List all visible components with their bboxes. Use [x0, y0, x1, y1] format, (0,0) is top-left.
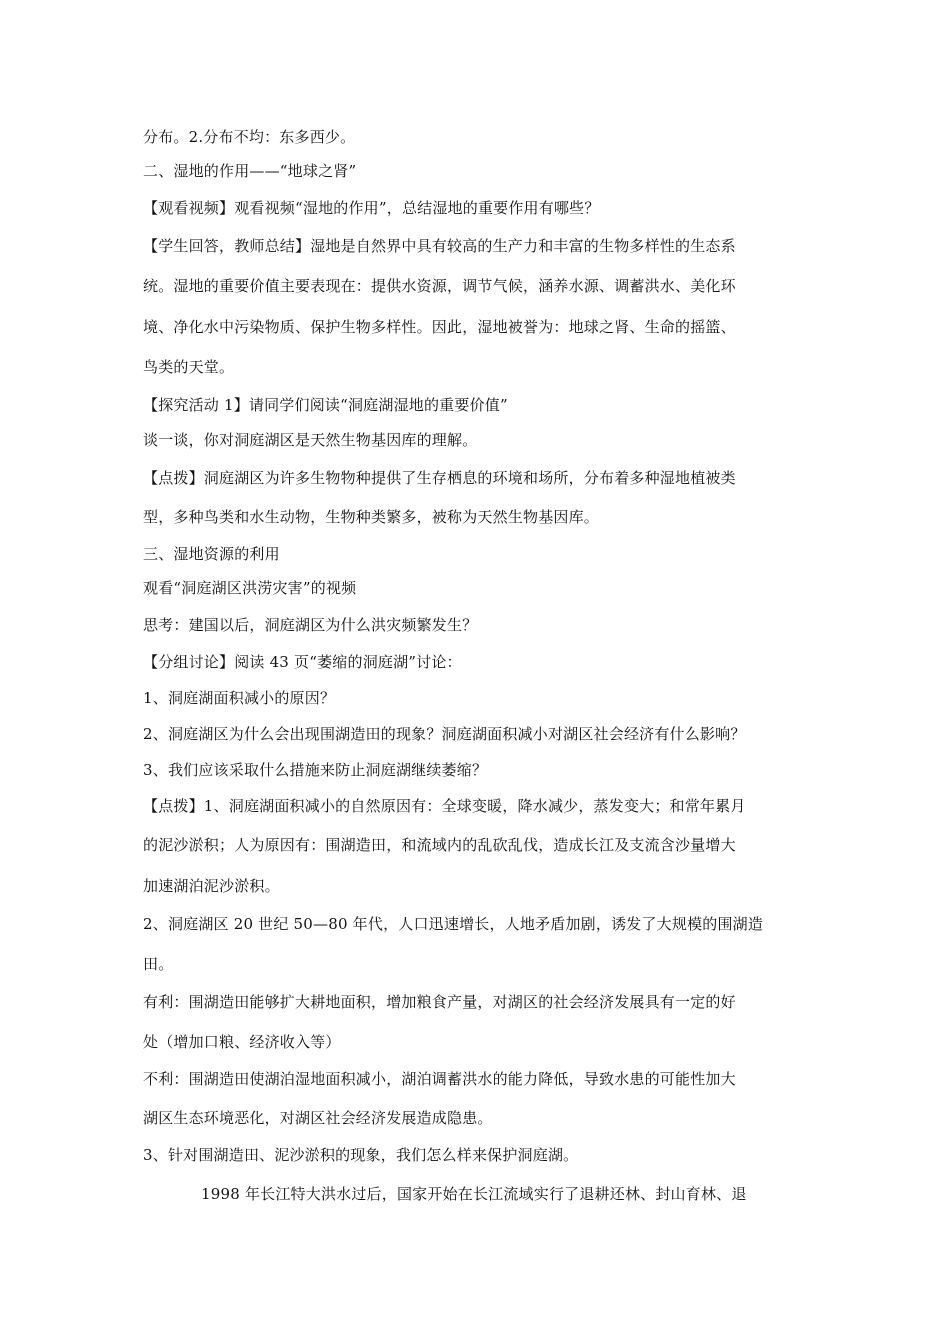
text-line: 统。湿地的重要价值主要表现在：提供水资源，调节气候，涵养水源、调蓄洪水、美化环	[143, 277, 736, 295]
text-line: 处（增加口粮、经济收入等）	[143, 1033, 341, 1051]
text-line: 境、净化水中污染物质、保护生物多样性。因此，湿地被誉为：地球之肾、生命的摇篮、	[143, 318, 736, 336]
text-line: 思考：建国以后，洞庭湖区为什么洪灾频繁发生？	[143, 616, 478, 634]
text-line: 【探究活动 1】请同学们阅读“洞庭湖湿地的重要价值”	[143, 396, 508, 414]
text-line: 3、针对围湖造田、泥沙淤积的现象，我们怎么样来保护洞庭湖。	[143, 1146, 579, 1164]
text-line: 观看“洞庭湖区洪涝灾害”的视频	[143, 579, 357, 597]
text-line: 加速湖泊泥沙淤积。	[143, 877, 280, 895]
text-line: 2、洞庭湖区 20 世纪 50—80 年代，人口迅速增长，人地矛盾加剧，诱发了大规模的围湖造	[143, 915, 764, 933]
text-line: 3、我们应该采取什么措施来防止洞庭湖继续萎缩？	[143, 761, 488, 779]
text-line: 1、洞庭湖面积减小的原因？	[143, 689, 336, 707]
text-line: 分布。2.分布不均：东多西少。	[143, 128, 356, 146]
section-heading: 二、湿地的作用——“地球之肾”	[143, 162, 357, 180]
text-line: 型，多种鸟类和水生动物，生物种类繁多，被称为天然生物基因库。	[143, 508, 600, 526]
text-line: 鸟类的天堂。	[143, 358, 235, 376]
text-line: 【点拨】1、洞庭湖面积减小的自然原因有：全球变暖，降水减少，蒸发变大；和常年累月	[143, 797, 746, 815]
text-line: 的泥沙淤积；人为原因有：围湖造田，和流域内的乱砍乱伐，造成长江及支流含沙量增大	[143, 836, 736, 854]
text-line: 有利：围湖造田能够扩大耕地面积，增加粮食产量，对湖区的社会经济发展具有一定的好	[143, 993, 736, 1011]
text-line: 【分组讨论】阅读 43 页“萎缩的洞庭湖”讨论：	[143, 653, 462, 671]
text-line: 不利：围湖造田使湖泊湿地面积减小，湖泊调蓄洪水的能力降低，导致水患的可能性加大	[143, 1070, 736, 1088]
text-line: 湖区生态环境恶化，对湖区社会经济发展造成隐患。	[143, 1109, 493, 1127]
text-line: 1998 年长江特大洪水过后，国家开始在长江流域实行了退耕还林、封山育林、退	[201, 1185, 747, 1203]
text-line: 谈一谈，你对洞庭湖区是天然生物基因库的理解。	[143, 431, 478, 449]
text-line: 【点拨】洞庭湖区为许多生物物种提供了生存栖息的环境和场所，分布着多种湿地植被类	[143, 469, 736, 487]
text-line: 2、洞庭湖区为什么会出现围湖造田的现象？洞庭湖面积减小对湖区社会经济有什么影响？	[143, 725, 746, 743]
text-line: 【观看视频】观看视频“湿地的作用”，总结湿地的重要作用有哪些？	[143, 199, 600, 217]
text-line: 田。	[143, 955, 174, 973]
text-line: 【学生回答，教师总结】湿地是自然界中具有较高的生产力和丰富的生物多样性的生态系	[143, 237, 736, 255]
section-heading: 三、湿地资源的利用	[143, 545, 280, 563]
